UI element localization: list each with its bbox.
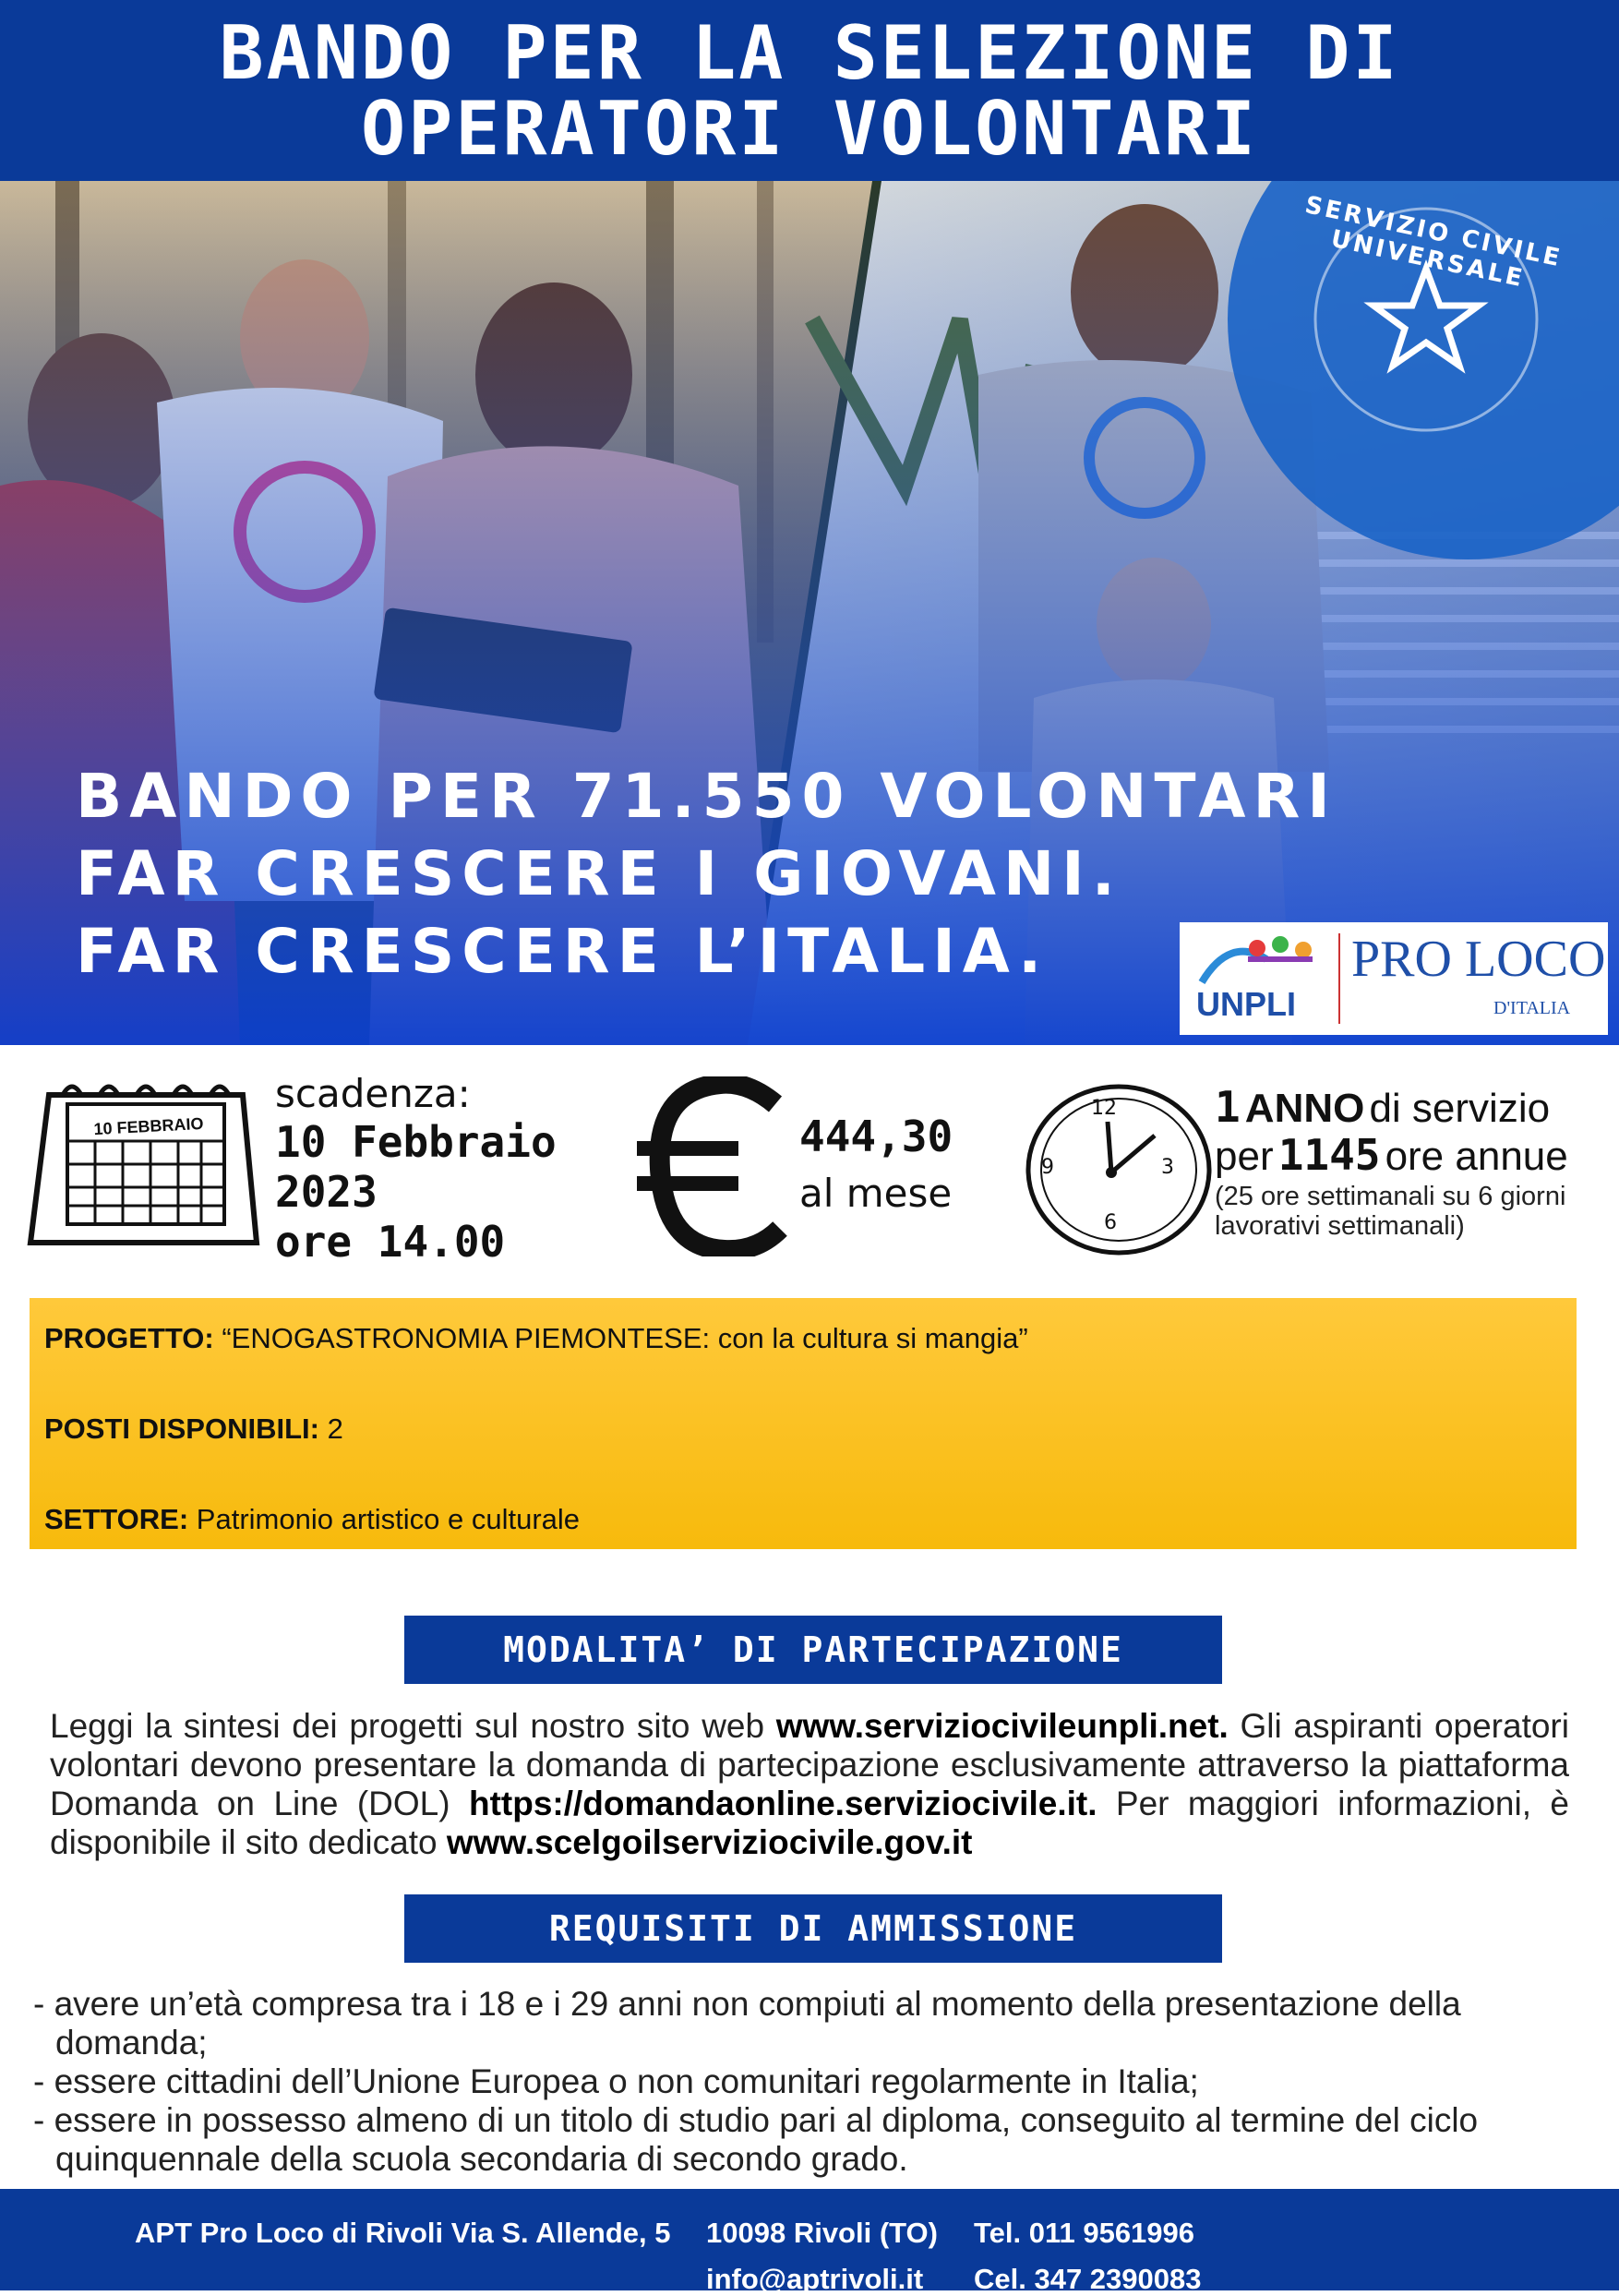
requirements-heading: REQUISITI DI AMMISSIONE xyxy=(404,1894,1222,1963)
footer-address: APT Pro Loco di Rivoli Via S. Allende, 5 xyxy=(135,2217,671,2249)
slogan-line-2: FAR CRESCERE I GIOVANI. xyxy=(76,838,1122,909)
requirement-item: - avere un’età compresa tra i 18 e i 29 anni non compiuti al momento della presentazione della domanda; xyxy=(33,1985,1461,2062)
deadline-date-line1: 10 Febbraio xyxy=(275,1117,557,1167)
deadline-label: scadenza: xyxy=(275,1071,471,1116)
euro-icon xyxy=(637,1076,794,1256)
clock-numeral-3: 3 xyxy=(1161,1156,1174,1179)
footer-email[interactable]: info@aptrivoli.it xyxy=(706,2263,924,2295)
project-posts-label: POSTI DISPONIBILI: xyxy=(44,1412,319,1445)
title-line-2: OPERATORI VOLONTARI xyxy=(360,86,1259,172)
footer-cell: Cel. 347 2390083 xyxy=(974,2263,1202,2295)
seal-text: SERVIZIO CIVILE UNIVERSALE xyxy=(1302,191,1565,294)
photo-banner xyxy=(0,181,1619,1045)
footer-city: 10098 Rivoli (TO) xyxy=(706,2217,938,2249)
participation-p1: Leggi la sintesi dei progetti sul nostro sito web xyxy=(50,1707,776,1745)
project-sector-label: SETTORE: xyxy=(44,1503,189,1535)
site-scelgoilserviziocivile-link[interactable]: www.scelgoilserviziocivile.gov.it xyxy=(446,1823,973,1861)
duration-unit: ANNO xyxy=(1244,1086,1365,1131)
hours-note-2: lavorativi settimanali) xyxy=(1215,1211,1465,1241)
project-posts-row xyxy=(44,1412,343,1446)
pay-amount: 444,30 xyxy=(799,1112,953,1161)
duration-number: 1 xyxy=(1215,1082,1241,1132)
project-box xyxy=(30,1298,1577,1549)
slogan-line-3: FAR CRESCERE L’ITALIA. xyxy=(76,916,1049,987)
footer xyxy=(0,2189,1619,2295)
deadline-date-line2: 2023 xyxy=(275,1167,378,1217)
deadline-time: ore 14.00 xyxy=(275,1217,506,1267)
site-serviziocivileunpli-link[interactable]: www.serviziocivileunpli.net. xyxy=(775,1707,1229,1745)
header-banner xyxy=(0,0,1619,181)
duration-rest: di servizio xyxy=(1369,1086,1551,1131)
participation-heading: MODALITA’ DI PARTECIPAZIONE xyxy=(404,1616,1222,1684)
unpli-logo: UNPLI xyxy=(1196,985,1296,1023)
partner-logos xyxy=(1180,922,1608,1035)
calendar-icon xyxy=(26,1076,261,1252)
requirement-item: - essere cittadini dell’Unione Europea o non comunitari regolarmente in Italia; xyxy=(33,2062,1199,2100)
site-domandaonline-link[interactable]: https://domandaonline.serviziocivile.it. xyxy=(468,1785,1097,1822)
unpli-figures-icon xyxy=(1193,932,1331,987)
participation-text xyxy=(50,1707,1569,1862)
calendar-date-label: 10 FEBBRAIO xyxy=(93,1113,204,1139)
project-name-label: PROGETTO: xyxy=(44,1322,214,1354)
clock-numeral-6: 6 xyxy=(1104,1211,1117,1234)
title-line-1: BANDO PER LA SELEZIONE DI xyxy=(219,10,1400,96)
clock-numeral-12: 12 xyxy=(1091,1097,1117,1120)
project-sector-row xyxy=(44,1503,580,1536)
slogan-line-1: BANDO PER 71.550 VOLONTARI xyxy=(76,761,1337,832)
participation-p2: Gli aspiranti operatori volontari devono presentare la domanda di partecipazione esclusivamente attraverso la piattaforma Domanda on Line (DOL) xyxy=(50,1707,1569,1822)
participation-p3: Per maggiori informazioni, è disponibile il sito dedicato xyxy=(50,1785,1569,1861)
requirement-item: - essere in possesso almeno di un titolo di studio pari al diploma, conseguito al termine del ciclo quinquennale della scuola secondaria di secondo grado. xyxy=(33,2101,1479,2178)
hours-note-1: (25 ore settimanali su 6 giorni xyxy=(1215,1182,1566,1211)
logo-divider xyxy=(1338,933,1340,1024)
pay-unit: al mese xyxy=(799,1171,953,1216)
clock-numeral-9: 9 xyxy=(1041,1156,1054,1179)
project-posts-value: 2 xyxy=(327,1412,343,1445)
project-sector-value: Patrimonio artistico e culturale xyxy=(196,1503,581,1535)
footer-phone: Tel. 011 9561996 xyxy=(974,2217,1195,2249)
project-name-row xyxy=(44,1322,1028,1355)
hours-pre: per xyxy=(1215,1134,1274,1179)
requirements-list xyxy=(33,1985,1584,2179)
proloco-logo: PRO LOCO xyxy=(1351,931,1606,988)
hours-post: ore annue xyxy=(1385,1134,1568,1179)
project-name-value: “ENOGASTRONOMIA PIEMONTESE: con la cultura si mangia” xyxy=(222,1322,1028,1354)
proloco-sub: D'ITALIA xyxy=(1493,998,1571,1018)
hours-number: 1145 xyxy=(1277,1130,1381,1180)
